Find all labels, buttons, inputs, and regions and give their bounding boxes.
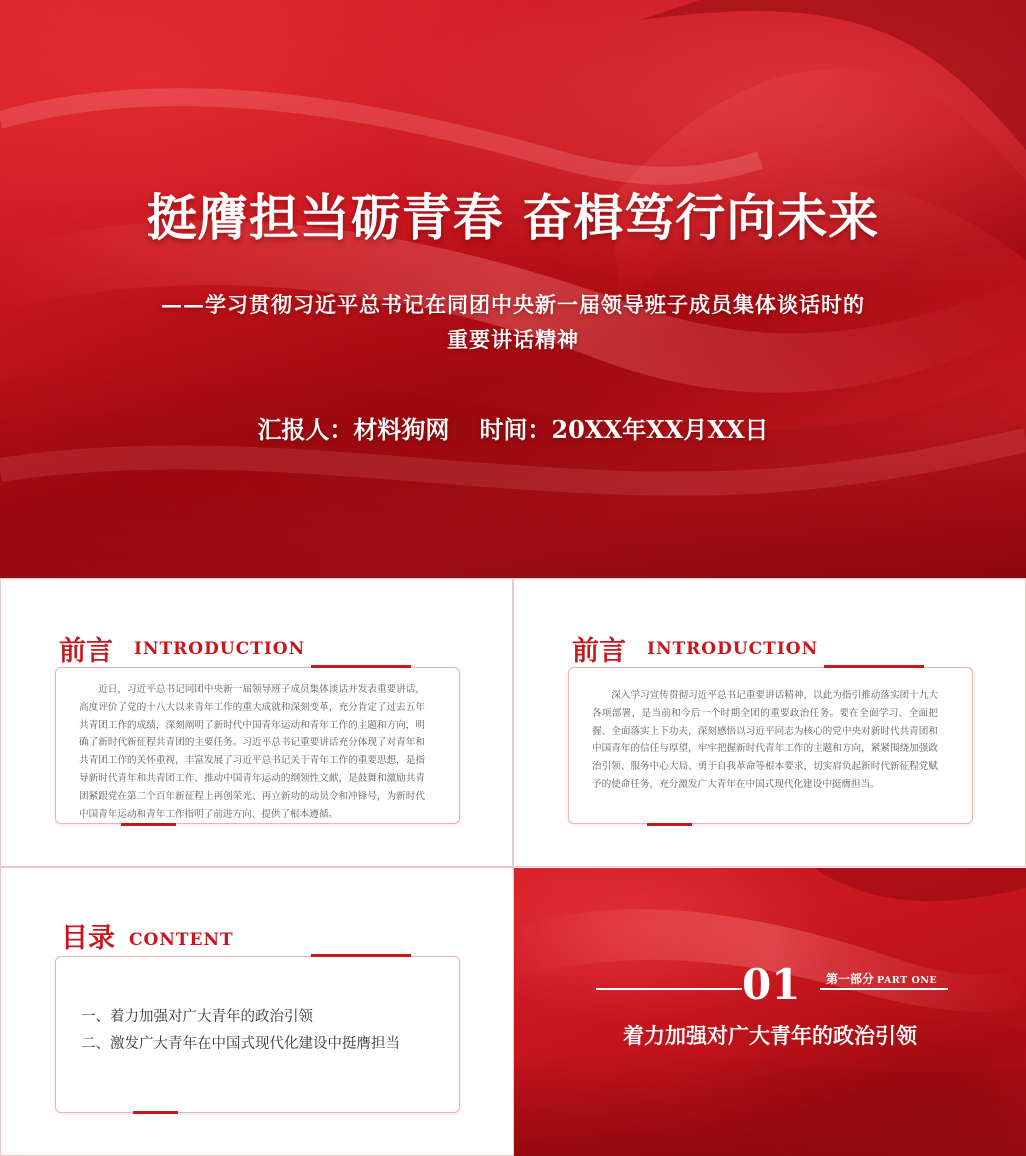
contents-heading-en: CONTENT bbox=[129, 930, 234, 950]
intro-slide-left bbox=[0, 578, 513, 867]
red-silk-background bbox=[514, 868, 1026, 1156]
intro-paragraph: 深入学习宣传贯彻习近平总书记重要讲话精神，以此为指引推动落实团十九大各项部署，是当前和今后一个时期全团的重要政治任务。要在全面学习、全面把握、全面落实上下功夫，深刻感悟以习近平同志为核心的党中央对新时代共青团和中国青年的信任与厚望，牢牢把握新时代青年工作的主题和方向，紧紧围绕加强政治引领、服务中心大局、勇于自我革命等根本要求，切实肩负起新时代新征程党赋予的使命任务，充分激发广大青年在中国式现代化建设中挺膺担当。 bbox=[592, 690, 938, 790]
intro-slide-right bbox=[513, 578, 1026, 867]
section-part-cn: 第一部分 bbox=[826, 972, 875, 986]
section-rule-left bbox=[596, 988, 742, 990]
card-accent-top bbox=[311, 665, 411, 668]
intro-heading-en: INTRODUCTION bbox=[134, 639, 306, 659]
section-part-en: PART ONE bbox=[877, 975, 938, 986]
card-accent-bottom bbox=[647, 823, 692, 826]
slide-subtitle-line-1: ——学习贯彻习近平总书记在同团中央新一届领导班子成员集体谈话时的 bbox=[161, 292, 865, 317]
card-accent-top bbox=[824, 665, 924, 668]
contents-heading-cn: 目录 bbox=[61, 923, 115, 954]
toc-item-2[interactable]: 二、激发广大青年在中国式现代化建设中挺膺担当 bbox=[81, 1036, 400, 1052]
card-accent-bottom bbox=[133, 1111, 178, 1114]
section-number: 01 bbox=[742, 960, 801, 1009]
contents-slide bbox=[0, 867, 514, 1156]
slide-title: 挺膺担当砺青春 奋楫笃行向未来 bbox=[146, 188, 880, 247]
section-part-label bbox=[826, 970, 937, 987]
card-accent-top bbox=[311, 954, 411, 957]
toc-item-1[interactable]: 一、着力加强对广大青年的政治引领 bbox=[81, 1009, 313, 1025]
date-label: 时间：20XX年XX月XX日 bbox=[479, 415, 769, 444]
reporter-label: 汇报人：材料狗网 bbox=[257, 415, 450, 444]
section-slide bbox=[514, 868, 1026, 1156]
card-accent-bottom bbox=[121, 823, 176, 826]
section-title: 着力加强对广大青年的政治引领 bbox=[623, 1023, 917, 1048]
intro-paragraph: 近日，习近平总书记同团中央新一届领导班子成员集体谈话并发表重要讲话，高度评价了党的十八大以来青年工作的重大成就和深刻变革，充分肯定了过去五年共青团工作的成绩，深刻阐明了新时代中国青年运动和青年工作的主题和方向，明确了新时代新征程共青团的主要任务。习近平总书记重要讲话充分体现了对青年和共青团工作的关怀重视，丰富发展了习近平总书记关于青年工作的重要思想，是指导新时代青年和共青团工作、推动中国青年运动的纲领性文献，是鼓舞和激励共青团紧跟党在第二个百年新征程上再创荣光、再立新功的动员令和冲锋号，为新时代中国青年运动和青年工作指明了前进方向、提供了根本遵循。 bbox=[79, 684, 425, 820]
intro-heading-cn: 前言 bbox=[59, 636, 113, 667]
section-rule-right bbox=[820, 988, 948, 990]
slide-subtitle-line-2: 重要讲话精神 bbox=[447, 327, 579, 352]
intro-heading-cn: 前言 bbox=[572, 636, 626, 667]
intro-heading-en: INTRODUCTION bbox=[647, 639, 819, 659]
reporter-and-date bbox=[0, 410, 1026, 445]
